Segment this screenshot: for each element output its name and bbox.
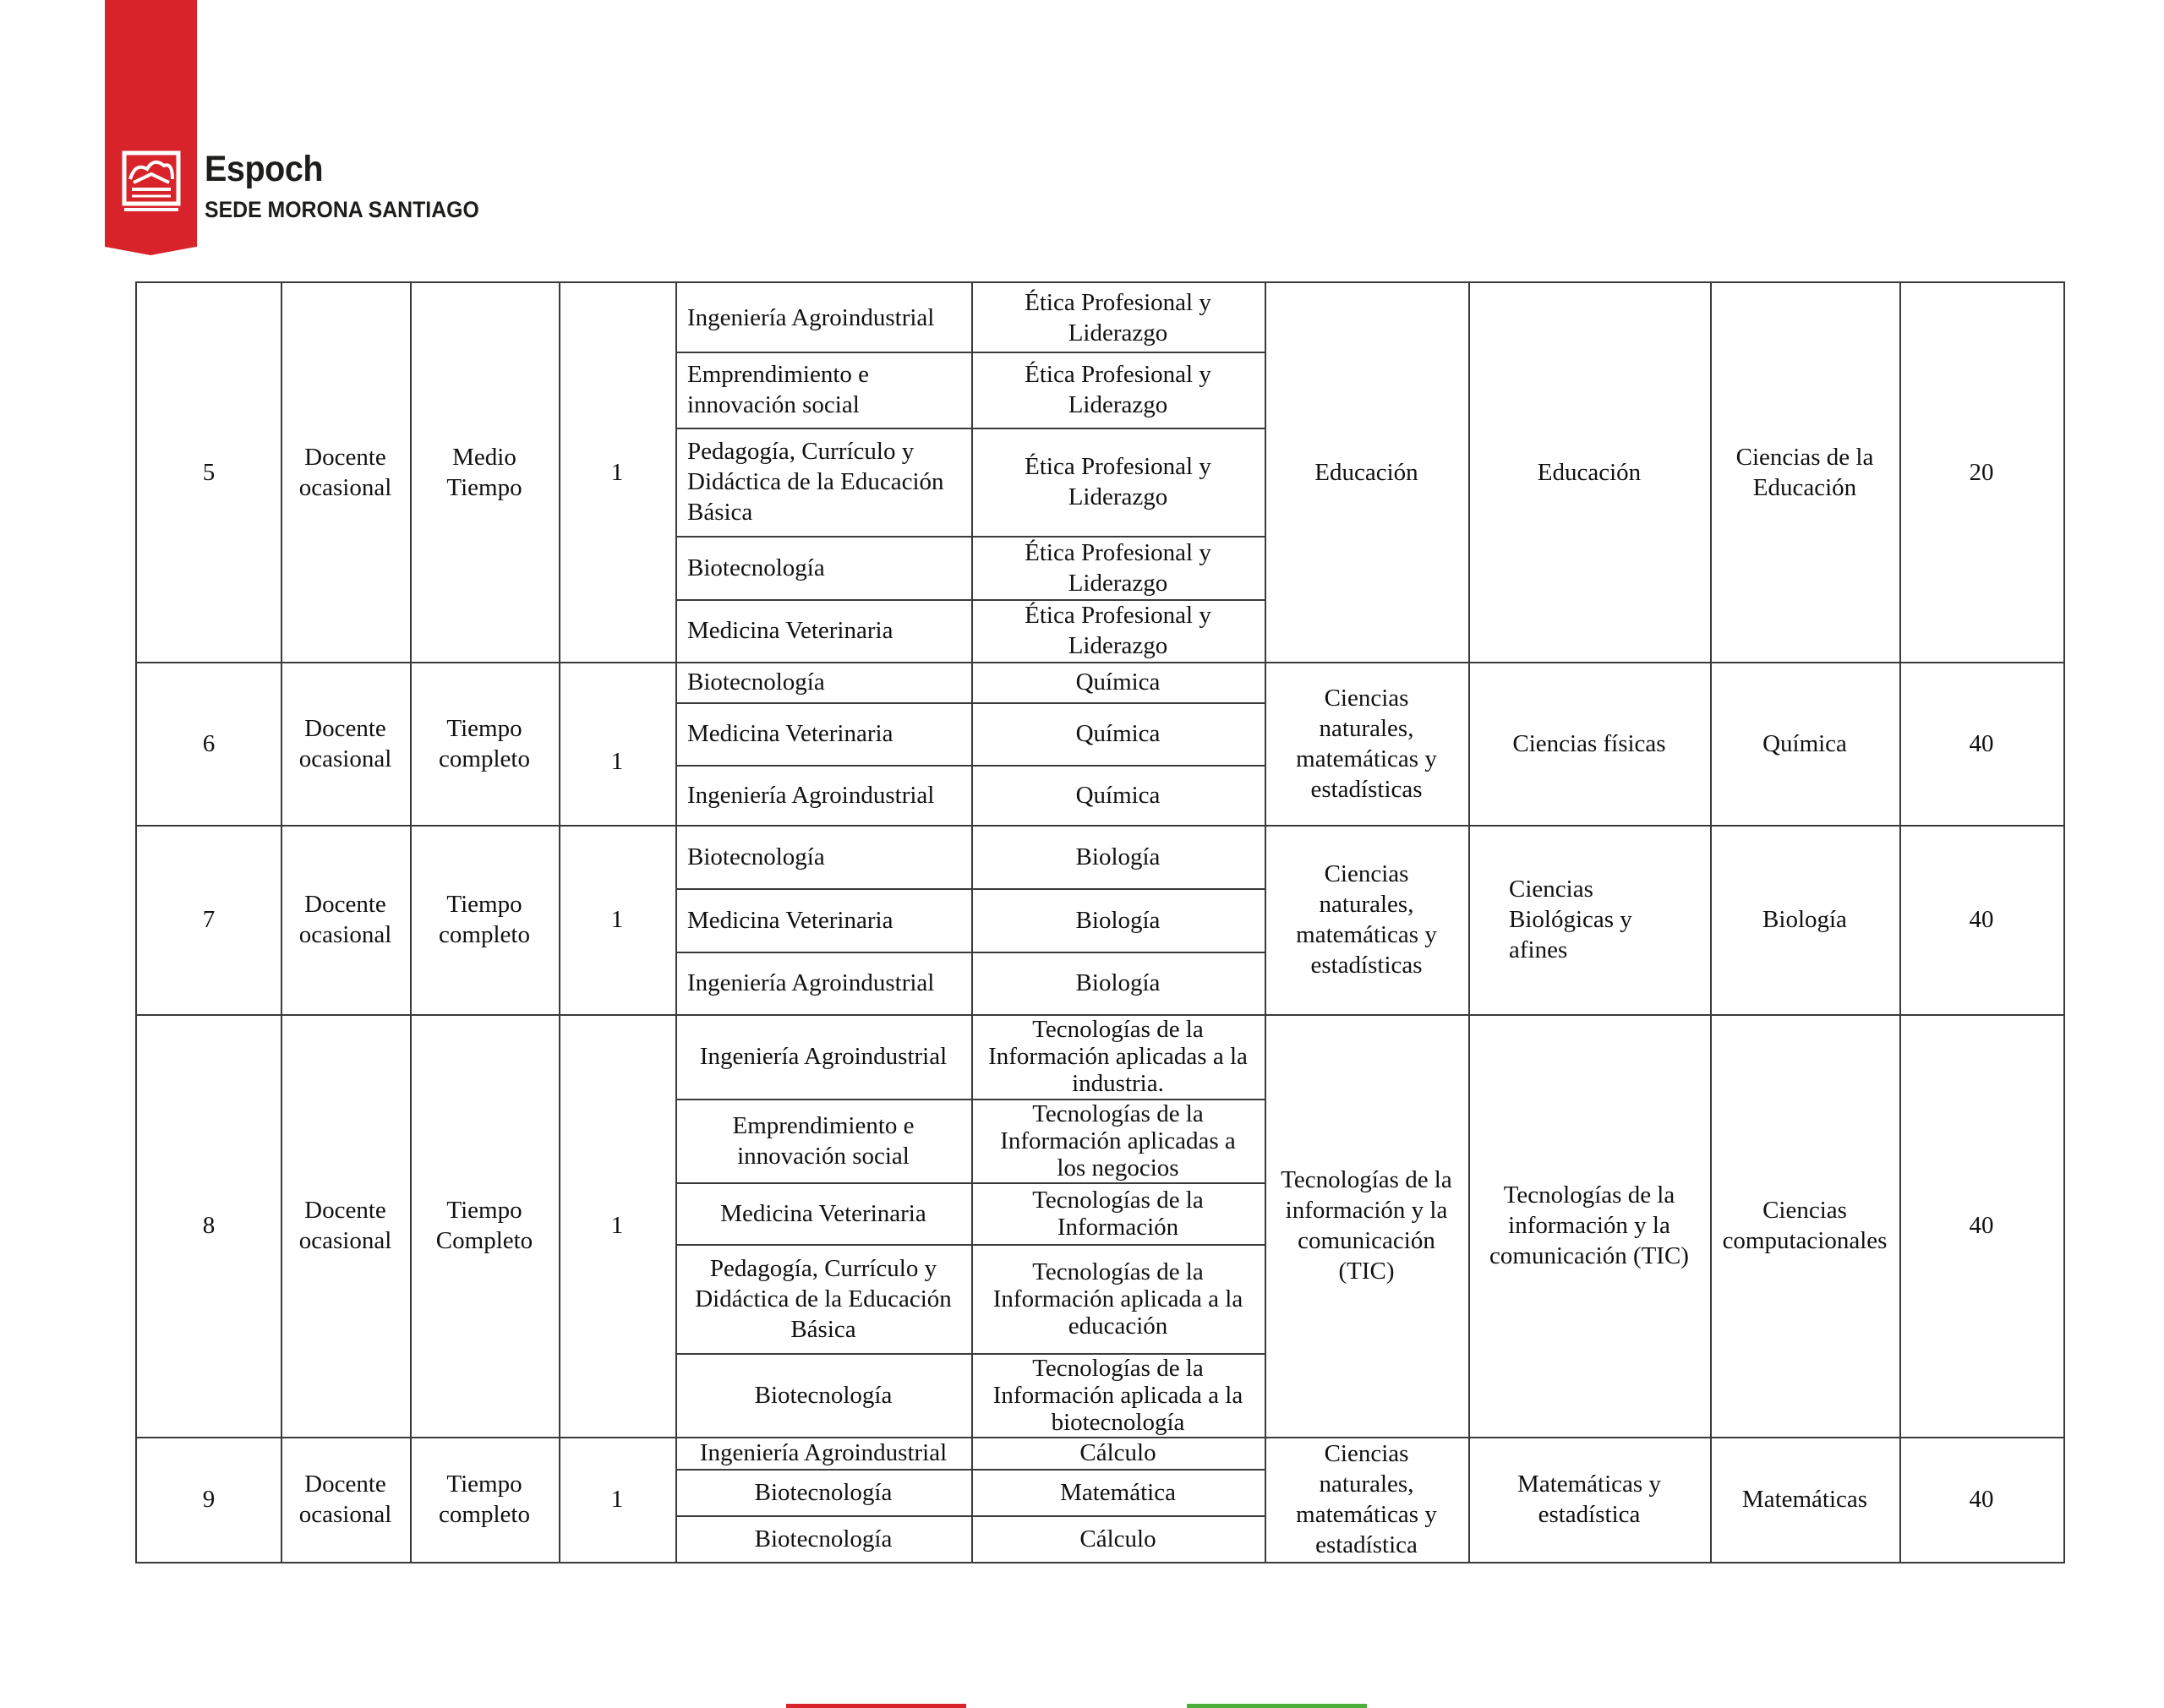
- cell-carrera: Ingeniería Agroindustrial: [687, 781, 935, 809]
- cell-asignatura: Tecnologías de la Información: [1032, 1186, 1204, 1241]
- cell-tipo: Docente ocasional: [298, 1197, 392, 1254]
- cell-dedicacion: Tiempo completo: [439, 714, 530, 772]
- cell-carrera: Biotecnología: [754, 1478, 893, 1506]
- cell-tipo: Docente ocasional: [298, 444, 392, 501]
- cell-partidas: 1: [610, 747, 624, 775]
- cell-campo-amplio: Ciencias naturales, matemáticas y estadística: [1296, 1440, 1437, 1558]
- cell-asignatura: Química: [1075, 781, 1161, 809]
- cell-carrera: Medicina Veterinaria: [687, 617, 893, 644]
- cell-campo-detallado: Biología: [1762, 906, 1847, 933]
- cell-horas: 20: [1969, 459, 1994, 486]
- cell-tipo: Docente ocasional: [298, 1471, 392, 1528]
- cell-carrera: Ingeniería Agroindustrial: [699, 1043, 948, 1070]
- footer-red-bar: [786, 1704, 966, 1708]
- cell-campo-especifico: Matemáticas y estadística: [1517, 1471, 1661, 1528]
- cell-partidas: 1: [610, 1486, 624, 1513]
- footer-green-bar: [1187, 1704, 1367, 1708]
- cell-number: 5: [202, 459, 216, 486]
- brand-subtitle: SEDE MORONA SANTIAGO: [205, 197, 479, 222]
- cell-carrera: Ingeniería Agroindustrial: [687, 303, 935, 331]
- cell-asignatura: Tecnologías de la Información aplicada a la educación: [992, 1258, 1243, 1340]
- cell-campo-detallado: Matemáticas: [1741, 1486, 1868, 1513]
- cell-carrera: Biotecnología: [754, 1525, 893, 1552]
- cell-carrera: Emprendimiento e innovación social: [732, 1111, 915, 1170]
- cell-dedicacion: Tiempo Completo: [435, 1197, 533, 1254]
- cell-asignatura: Ética Profesional y Liderazgo: [1025, 602, 1211, 659]
- cell-asignatura: Tecnologías de la Información aplicada a la biotecnología: [992, 1354, 1243, 1436]
- cell-campo-especifico: Ciencias físicas: [1512, 729, 1666, 757]
- cell-campo-amplio: Educación: [1314, 459, 1418, 486]
- cell-partidas: 1: [610, 1212, 624, 1239]
- brand-name: Espoch: [205, 149, 324, 189]
- cell-campo-detallado: Química: [1762, 729, 1847, 757]
- cell-campo-detallado: Ciencias computacionales: [1722, 1197, 1888, 1254]
- cell-number: 7: [202, 906, 216, 933]
- cell-horas: 40: [1969, 906, 1994, 933]
- cell-horas: 40: [1969, 1486, 1994, 1513]
- cell-horas: 40: [1969, 1212, 1994, 1239]
- cell-number: 6: [202, 729, 216, 757]
- cell-asignatura: Tecnologías de la Información aplicadas a los negocios: [1000, 1100, 1236, 1181]
- cell-carrera: Emprendimiento e innovación social: [687, 361, 870, 418]
- cell-carrera: Ingeniería Agroindustrial: [699, 1439, 948, 1466]
- cell-campo-detallado: Ciencias de la Educación: [1735, 444, 1874, 501]
- cell-tipo: Docente ocasional: [298, 891, 392, 948]
- cell-campo-especifico: Tecnologías de la información y la comunicación (TIC): [1489, 1181, 1689, 1269]
- cell-dedicacion: Tiempo completo: [439, 891, 530, 948]
- positions-table: [135, 281, 2065, 1563]
- cell-carrera: Biotecnología: [754, 1381, 893, 1409]
- cell-asignatura: Ética Profesional y Liderazgo: [1025, 288, 1211, 347]
- cell-carrera: Medicina Veterinaria: [720, 1199, 926, 1227]
- cell-asignatura: Tecnologías de la Información aplicadas a la industria.: [988, 1016, 1248, 1097]
- cell-tipo: Docente ocasional: [298, 714, 392, 772]
- cell-asignatura: Química: [1075, 668, 1161, 696]
- cell-dedicacion: Medio Tiempo: [446, 444, 522, 501]
- cell-asignatura: Ética Profesional y Liderazgo: [1025, 453, 1211, 510]
- cell-campo-amplio: Ciencias naturales, matemáticas y estadísticas: [1296, 684, 1437, 803]
- cell-carrera: Ingeniería Agroindustrial: [687, 969, 935, 996]
- cell-asignatura: Ética Profesional y Liderazgo: [1025, 361, 1211, 418]
- cell-carrera: Medicina Veterinaria: [687, 720, 893, 747]
- cell-asignatura: Biología: [1075, 969, 1161, 996]
- cell-asignatura: Ética Profesional y Liderazgo: [1025, 538, 1211, 597]
- cell-asignatura: Matemática: [1060, 1478, 1176, 1506]
- cell-asignatura: Química: [1075, 720, 1161, 747]
- cell-asignatura: Biología: [1075, 906, 1161, 934]
- cell-asignatura: Biología: [1075, 843, 1161, 870]
- cell-carrera: Biotecnología: [687, 554, 825, 581]
- cell-carrera: Pedagogía, Currículo y Didáctica de la Educación Básica: [687, 438, 944, 526]
- cell-asignatura: Cálculo: [1079, 1439, 1156, 1466]
- cell-asignatura: Cálculo: [1079, 1525, 1156, 1552]
- cell-campo-amplio: Ciencias naturales, matemáticas y estadísticas: [1296, 860, 1437, 979]
- cell-carrera: Medicina Veterinaria: [687, 906, 893, 934]
- cell-horas: 40: [1969, 729, 1994, 757]
- cell-number: 8: [202, 1212, 216, 1239]
- cell-carrera: Biotecnología: [687, 843, 825, 870]
- cell-campo-especifico: Ciencias Biológicas y afines: [1509, 876, 1632, 963]
- cell-partidas: 1: [610, 459, 624, 486]
- cell-carrera: Biotecnología: [687, 668, 825, 696]
- cell-number: 9: [202, 1486, 216, 1513]
- cell-dedicacion: Tiempo completo: [439, 1471, 530, 1528]
- cell-carrera: Pedagogía, Currículo y Didáctica de la Educación Básica: [695, 1254, 952, 1343]
- cell-campo-especifico: Educación: [1537, 459, 1642, 486]
- cell-partidas: 1: [610, 906, 624, 933]
- cell-campo-amplio: Tecnologías de la información y la comunicación (TIC): [1281, 1166, 1452, 1285]
- espoch-crest-icon: [122, 150, 181, 215]
